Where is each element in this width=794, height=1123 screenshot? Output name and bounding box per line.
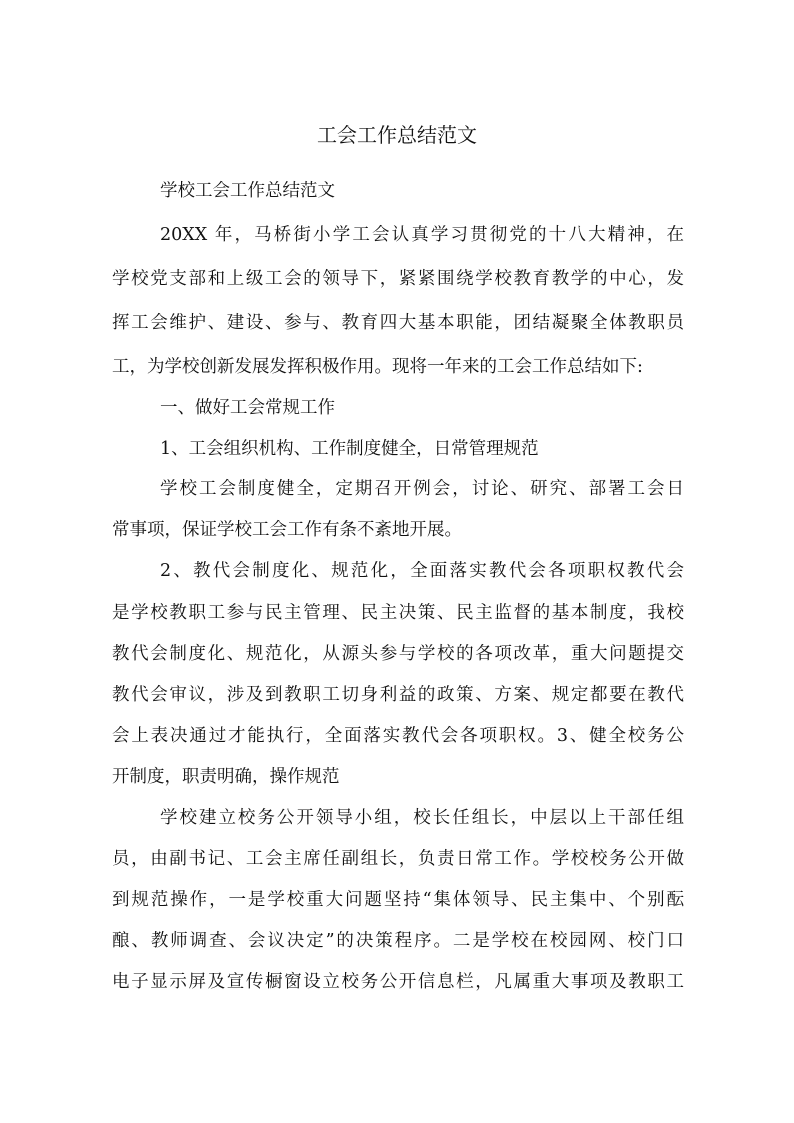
paragraph-line: 学校党支部和上级工会的领导下，紧紧围绕学校教育教学的中心，发	[112, 269, 684, 289]
subsection-heading: 1、工会组织机构、工作制度健全，日常管理规范	[160, 439, 539, 459]
paragraph-line: 酿、教师调查、会议决定”的决策程序。二是学校在校园网、校门口	[112, 931, 684, 951]
paragraph-line: 员，由副书记、工会主席任副组长，负责日常工作。学校校务公开做	[112, 849, 684, 869]
paragraph-line: 教代会制度化、规范化，从源头参与学校的各项改革，重大问题提交	[112, 644, 684, 664]
paragraph-line: 20XX 年，马桥街小学工会认真学习贯彻党的十八大精神，在	[160, 225, 684, 245]
paragraph-line: 学校工会制度健全，定期召开例会，讨论、研究、部署工会日	[160, 479, 684, 499]
paragraph-line: 挥工会维护、建设、参与、教育四大基本职能，团结凝聚全体教职员	[112, 313, 684, 333]
section-heading: 一、做好工会常规工作	[160, 398, 335, 418]
paragraph-line: 2、教代会制度化、规范化，全面落实教代会各项职权教代会	[160, 561, 684, 581]
paragraph-line: 工，为学校创新发展发挥积极作用。现将一年来的工会工作总结如下:	[112, 357, 643, 377]
paragraph-line: 开制度，职责明确，操作规范	[112, 767, 340, 787]
paragraph-line: 常事项，保证学校工会工作有条不紊地开展。	[112, 520, 462, 540]
paragraph-line: 电子显示屏及宣传橱窗设立校务公开信息栏，凡属重大事项及教职工	[112, 972, 684, 992]
document-title: 工会工作总结范文	[317, 123, 477, 147]
paragraph-line: 会上表决通过才能执行，全面落实教代会各项职权。3、健全校务公	[112, 726, 684, 746]
paragraph-line: 到规范操作，一是学校重大问题坚持“集体领导、民主集中、个别酝	[112, 890, 684, 910]
paragraph-line: 学校建立校务公开领导小组，校长任组长，中层以上干部任组	[160, 808, 684, 828]
subtitle-line: 学校工会工作总结范文	[160, 181, 335, 201]
paragraph-line: 是学校教职工参与民主管理、民主决策、民主监督的基本制度，我校	[112, 603, 684, 623]
paragraph-line: 教代会审议，涉及到教职工切身利益的政策、方案、规定都要在教代	[112, 685, 684, 705]
